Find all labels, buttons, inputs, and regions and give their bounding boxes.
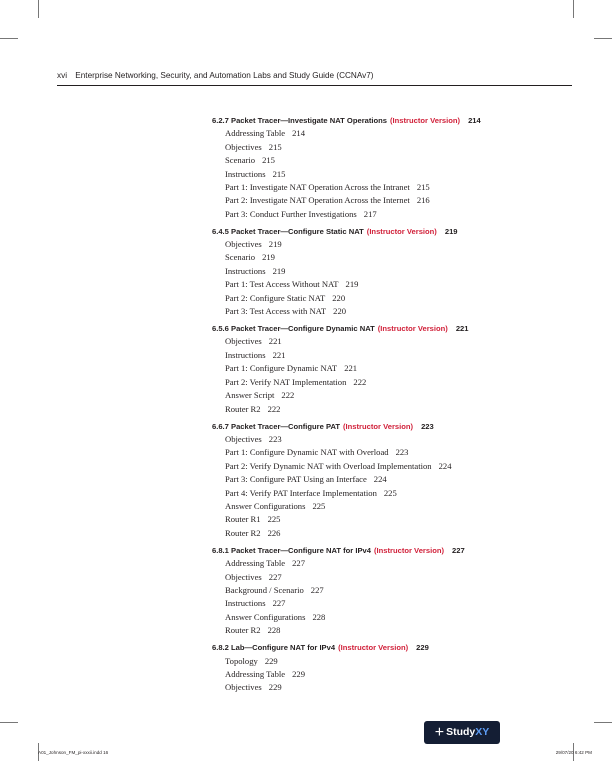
toc-entry-page: 228 [312,611,326,622]
section-page-number: 221 [455,324,469,334]
toc-entry-label: Answer Configurations [225,611,306,622]
toc-entry [212,681,592,694]
toc-entry-page: 224 [373,474,387,485]
crop-mark [594,38,612,39]
toc-entry [212,668,592,681]
toc-entry-page: 219 [262,252,275,263]
toc-section [212,420,592,541]
toc-entry-page: 215 [272,168,286,179]
toc-entry-page: 219 [272,265,286,276]
section-title: 6.8.1 Packet Tracer—Configure NAT for IPv4 [212,545,371,555]
toc-entry-label: Instructions [225,168,266,179]
toc-entry [212,278,592,291]
toc-entry [212,208,592,221]
toc-entry [212,527,592,540]
toc-entry [212,127,592,140]
toc-entry [212,141,592,154]
toc-entry-page: 223 [268,433,282,444]
slug-timestamp: 29/07/20 6:42 PM [555,750,592,755]
toc-entry [212,557,592,570]
toc-entry [212,154,592,167]
toc-section-heading [212,322,592,335]
toc-entry-label: Addressing Table [225,558,286,569]
toc-entry-label: Part 2: Investigate NAT Operation Across the Internet [225,195,410,206]
toc-entry-page: 215 [416,181,430,192]
toc-section [212,544,592,638]
toc-entry-label: Objectives [225,433,262,444]
crop-mark [38,0,39,18]
toc-entry-label: Addressing Table [225,128,286,139]
section-page-number: 219 [444,226,458,236]
toc-section-heading [212,544,592,557]
logo-text-study: Study [446,726,476,738]
toc-entry-page: 221 [272,349,286,360]
toc-entry-page: 225 [383,487,397,498]
toc-entry-label: Objectives [225,336,262,347]
section-page-number: 229 [416,643,429,653]
toc-entry [212,597,592,610]
toc-entry-label: Objectives [225,239,262,250]
toc-entry [212,168,592,181]
toc-entry-label: Part 2: Verify NAT Implementation [225,376,347,387]
toc-entry-page: 229 [268,682,282,693]
toc-entry [212,571,592,584]
toc-section [212,225,592,319]
toc-entry [212,584,592,597]
toc-entry [212,446,592,459]
crop-mark [573,0,574,18]
section-title: 6.2.7 Packet Tracer—Investigate NAT Operations [212,116,388,125]
toc-entry-label: Scenario [225,252,256,263]
toc-entry-page: 220 [332,292,346,303]
slug-filename: A01_Johnson_FM_pi-xxxii.indd 16 [38,750,109,755]
toc-entry-label: Part 2: Configure Static NAT [225,292,326,303]
toc-section-heading [212,225,592,238]
section-title: 6.4.5 Packet Tracer—Configure Static NAT [212,226,364,236]
toc-entry-page: 215 [268,141,282,152]
toc-entry-page: 215 [262,155,275,166]
toc-entry-page: 227 [310,585,324,595]
instructor-version-tag: (Instructor Version) [373,545,445,555]
logo-text-xy: XY [475,726,490,738]
toc-entry-page: 219 [345,279,359,290]
toc-entry [212,403,592,416]
toc-entry [212,611,592,624]
toc-entry-label: Part 4: Verify PAT Interface Implementation [225,487,377,498]
plus-icon: + [434,724,445,741]
instructor-version-tag: (Instructor Version) [390,116,461,125]
toc-entry-page: 227 [268,571,282,582]
toc-entry-label: Objectives [225,571,262,582]
toc-entry [212,487,592,500]
instructor-version-tag: (Instructor Version) [338,643,409,653]
toc-entry-page: 221 [268,336,282,347]
toc-entry-page: 222 [267,403,281,414]
toc-entry [212,513,592,526]
toc-entry-page: 220 [333,306,347,317]
section-title: 6.5.6 Packet Tracer—Configure Dynamic NAT [212,324,375,334]
toc-entry-label: Router R1 [225,514,261,525]
toc-entry-label: Router R2 [225,625,261,636]
toc-entry-page: 217 [363,208,377,219]
toc-entry-page: 222 [353,376,367,387]
toc-entry-page: 223 [395,447,409,458]
instructor-version-tag: (Instructor Version) [366,226,437,236]
toc-entry-page: 229 [264,655,278,666]
toc-entry-label: Objectives [225,682,262,693]
toc-entry-page: 226 [267,527,281,538]
section-page-number: 223 [421,421,434,431]
toc-entry-label: Part 1: Configure Dynamic NAT [225,363,338,374]
toc-entry-label: Instructions [225,265,266,276]
toc-entry-page: 229 [292,668,305,679]
toc-entry [212,265,592,278]
crop-mark [0,722,18,723]
toc-section-heading [212,641,592,654]
toc-entry [212,460,592,473]
toc-section [212,114,592,221]
table-of-contents [212,114,592,698]
toc-entry [212,473,592,486]
toc-entry-page: 227 [292,558,305,569]
toc-entry-page: 214 [292,128,305,139]
toc-entry-label: Scenario [225,155,256,166]
toc-entry-page: 219 [268,239,282,250]
studyxy-logo [424,721,500,744]
toc-section-heading [212,114,592,127]
toc-entry-label: Part 2: Verify Dynamic NAT with Overload Implementation [225,460,432,471]
toc-entry-label: Part 3: Configure PAT Using an Interface [225,474,367,485]
toc-entry [212,238,592,251]
section-page-number: 227 [452,545,465,555]
toc-entry [212,349,592,362]
toc-entry [212,376,592,389]
toc-entry [212,389,592,402]
toc-entry-label: Background / Scenario [225,585,304,595]
toc-entry-label: Router R2 [225,403,261,414]
toc-entry-page: 224 [438,460,452,471]
toc-entry-label: Topology [225,655,258,666]
toc-entry-label: Instructions [225,598,266,609]
toc-entry [212,624,592,637]
toc-entry-label: Part 1: Test Access Without NAT [225,279,339,290]
toc-entry-label: Part 3: Conduct Further Investigations [225,208,357,219]
toc-entry-page: 227 [272,598,286,609]
toc-entry-label: Part 1: Investigate NAT Operation Across the Intranet [225,181,410,192]
toc-section [212,641,592,695]
toc-entry [212,251,592,264]
section-page-number: 214 [468,116,481,125]
toc-section [212,322,592,416]
section-title: 6.6.7 Packet Tracer—Configure PAT [212,421,341,431]
toc-entry-label: Addressing Table [225,668,286,679]
toc-entry-page: 225 [312,501,326,512]
toc-entry-label: Objectives [225,141,262,152]
toc-entry [212,433,592,446]
toc-entry-label: Part 1: Configure Dynamic NAT with Overload [225,447,389,458]
toc-entry [212,305,592,318]
header-rule [57,85,572,86]
toc-entry-label: Answer Script [225,390,275,401]
toc-entry [212,181,592,194]
toc-entry [212,655,592,668]
toc-entry-page: 225 [267,514,281,525]
toc-entry [212,335,592,348]
toc-section-heading [212,420,592,433]
toc-entry [212,292,592,305]
header-page-number: xvi [57,71,68,80]
header-book-title: Enterprise Networking, Security, and Automation Labs and Study Guide (CCNAv7) [75,71,374,80]
toc-entry [212,500,592,513]
toc-entry [212,194,592,207]
toc-entry [212,362,592,375]
toc-entry-label: Router R2 [225,527,261,538]
toc-entry-page: 222 [281,390,295,401]
toc-entry-label: Answer Configurations [225,501,306,512]
toc-entry-label: Instructions [225,349,266,360]
crop-mark [0,38,18,39]
running-header [57,71,374,80]
toc-entry-page: 216 [416,195,430,206]
instructor-version-tag: (Instructor Version) [343,421,414,431]
toc-entry-label: Part 3: Test Access with NAT [225,306,327,317]
toc-entry-page: 221 [344,363,358,374]
section-title: 6.8.2 Lab—Configure NAT for IPv4 [212,643,336,653]
instructor-version-tag: (Instructor Version) [377,324,448,334]
toc-entry-page: 228 [267,625,281,636]
crop-mark [594,722,612,723]
